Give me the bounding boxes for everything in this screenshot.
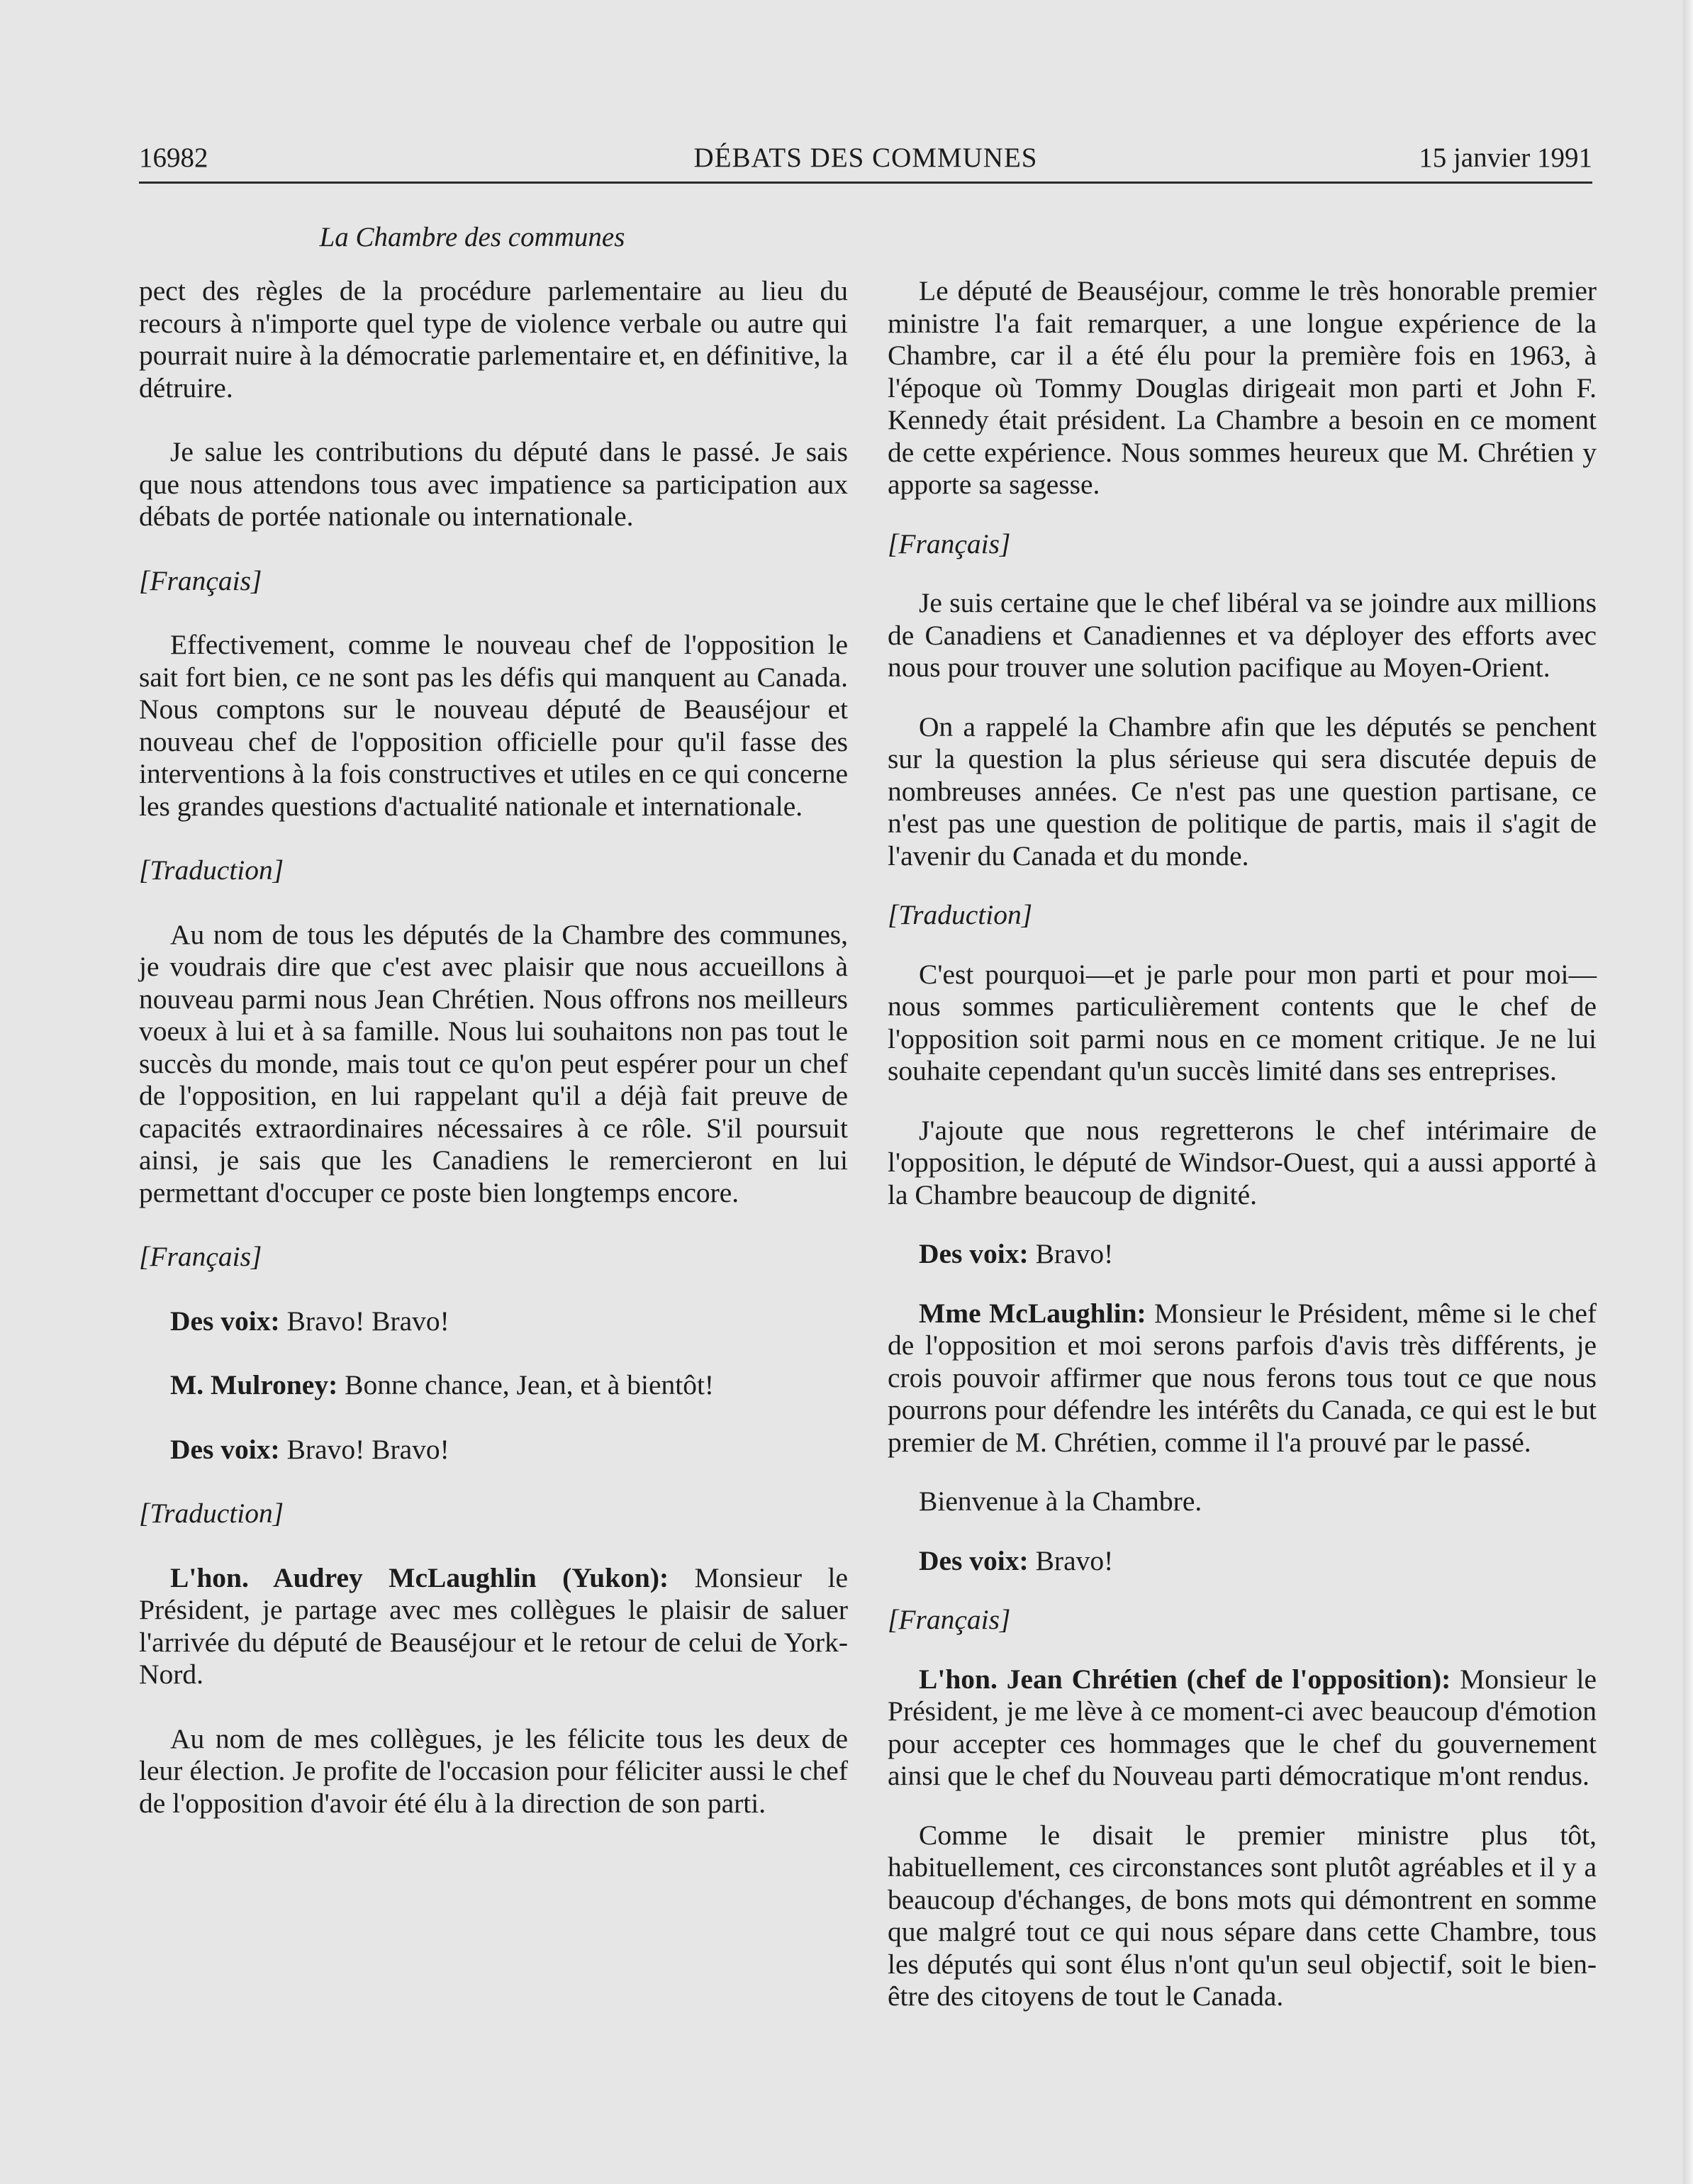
left-column	[139, 275, 848, 1820]
speaker-name: Des voix:	[919, 1544, 1029, 1576]
speech-text: Bravo! Bravo!	[286, 1305, 449, 1337]
speaker-name: Des voix:	[170, 1433, 280, 1465]
publication-date: 15 janvier 1991	[1419, 143, 1592, 173]
speech-text: Bonne chance, Jean, et à bientôt!	[345, 1369, 715, 1400]
language-tag: [Français]	[139, 1241, 262, 1272]
paragraph: Bienvenue à la Chambre.	[919, 1486, 1202, 1517]
language-tag: [Traduction]	[139, 1498, 284, 1529]
paragraph: Effectivement, comme le nouveau chef de l'opposition le sait fort bien, ce ne sont pas les défis qui manquent au Canada. Nous comptons sur le nouveau député de Beauséjour et nouveau chef de l'opposition officielle pour qu'il fasse des interventions à la fois constructives et utiles en ce qui concerne les grandes questions d'actualité nationale et internationale.	[139, 629, 848, 822]
speech-paragraph	[888, 1664, 1597, 1793]
paragraph: pect des règles de la procédure parlementaire au lieu du recours à n'importe quel type de violence verbale ou autre qui pourrait nuire à la démocratie parlementaire et, en définitive, la détruire.	[139, 275, 848, 403]
speaker-name: M. Mulroney:	[170, 1369, 338, 1400]
header-rule	[139, 182, 1592, 184]
paragraph: Au nom de tous les députés de la Chambre des communes, je voudrais dire que c'est avec plaisir que nous accueillons à nouveau parmi nous Jean Chrétien. Nous offrons nos meilleurs voeux à lui et à sa famille. Nous lui souhaitons non pas tout le succès du monde, mais tout ce qu'on peut espérer pour un chef de l'opposition, en lui rappelant qu'il a déjà fait preuve de capacités extraordinaires nécessaires à ce rôle. S'il poursuit ainsi, je sais que les Canadiens le remercieront en lui permettant d'occuper ce poste bien longtemps encore.	[139, 918, 848, 1208]
speech-paragraph	[888, 1298, 1597, 1459]
paragraph: Je salue les contributions du député dans le passé. Je sais que nous attendons tous avec impatience sa participation aux débats de portée nationale ou internationale.	[139, 436, 848, 532]
speech-paragraph	[139, 1369, 848, 1402]
paragraph: J'ajoute que nous regretterons le chef intérimaire de l'opposition, le député de Windsor-Ouest, qui a aussi apporté à la Chambre beaucoup de dignité.	[888, 1114, 1597, 1210]
paragraph: Le député de Beauséjour, comme le très honorable premier ministre l'a fait remarquer, a une longue expérience de la Chambre, car il a été élu pour la première fois en 1963, à l'époque où Tommy Douglas dirigeait mon parti et John F. Kennedy était président. La Chambre a besoin en ce moment de cette expérience. Nous sommes heureux que M. Chrétien y apporte sa sagesse.	[888, 275, 1597, 500]
speech-text: Monsieur le Président, même si le chef de l'opposition et moi serons parfois d'avis très différents, je crois pouvoir affirmer que nous ferons tous tout ce que nous pourrons pour défendre les intérêts du Canada, ce qui est le but premier de M. Chrétien, comme il l'a prouvé par le passé.	[888, 1297, 1597, 1458]
language-tag: [Français]	[888, 528, 1011, 559]
right-column	[888, 275, 1597, 2013]
speaker-name: L'hon. Audrey McLaughlin (Yukon):	[170, 1561, 669, 1593]
speech-text: Bravo! Bravo!	[286, 1433, 449, 1465]
speech-paragraph	[139, 1305, 848, 1338]
speaker-name: Des voix:	[170, 1305, 280, 1337]
language-tag: [Français]	[139, 564, 262, 596]
page-header	[139, 142, 1592, 184]
speech-paragraph	[139, 1434, 848, 1466]
speech-paragraph	[888, 1545, 1597, 1578]
page-edge	[1683, 0, 1693, 2184]
speech-paragraph	[888, 1238, 1597, 1271]
language-tag: [Traduction]	[888, 899, 1033, 930]
page-number: 16982	[139, 143, 208, 173]
speaker-name: Des voix:	[919, 1238, 1029, 1269]
speech-text: Bravo!	[1035, 1544, 1114, 1576]
paragraph: Au nom de mes collègues, je les félicite tous les deux de leur élection. Je profite de l'occasion pour féliciter aussi le chef de l'opposition d'avoir été élu à la direction de son parti.	[139, 1722, 848, 1819]
speech-paragraph	[139, 1562, 848, 1691]
paragraph: On a rappelé la Chambre afin que les députés se penchent sur la question la plus sérieuse qui sera discutée depuis de nombreuses années. Ce n'est pas une question partisane, ce n'est pas une question de politique de partis, mais il s'agit de l'avenir du Canada et du monde.	[888, 711, 1597, 871]
paragraph: Comme le disait le premier ministre plus tôt, habituellement, ces circonstances sont plutôt agréables et il y a beaucoup d'échanges, de bons mots qui démontrent en somme que malgré tout ce qui nous sépare dans cette Chambre, tous les députés qui sont élus n'ont qu'un seul objectif, soit le bien-être des citoyens de tout le Canada.	[888, 1819, 1597, 2012]
paragraph: C'est pourquoi—et je parle pour mon parti et pour moi—nous sommes particulièrement contents que le chef de l'opposition soit parmi nous en ce moment critique. Je ne lui souhaite cependant qu'un succès limité dans ses entreprises.	[888, 958, 1597, 1086]
speech-text: Monsieur le Président, je partage avec mes collègues le plaisir de saluer l'arrivée du député de Beauséjour et le retour de celui de York-Nord.	[139, 1561, 849, 1690]
language-tag: [Traduction]	[139, 854, 284, 886]
running-subheader: La Chambre des communes	[319, 222, 625, 252]
speech-text: Monsieur le Président, je me lève à ce moment-ci avec beaucoup d'émotion pour accepter ces hommages que le chef du gouvernement ainsi que le chef du Nouveau parti démocratique m'ont rendus.	[888, 1663, 1597, 1791]
speech-text: Bravo!	[1035, 1238, 1114, 1269]
speaker-name: Mme McLaughlin:	[919, 1297, 1146, 1329]
publication-title: DÉBATS DES COMMUNES	[693, 143, 1038, 173]
speaker-name: L'hon. Jean Chrétien (chef de l'opposition):	[919, 1663, 1451, 1695]
language-tag: [Français]	[888, 1604, 1011, 1635]
paragraph: Je suis certaine que le chef libéral va se joindre aux millions de Canadiens et Canadiennes et va déployer des efforts avec nous pour trouver une solution pacifique au Moyen-Orient.	[888, 587, 1597, 683]
